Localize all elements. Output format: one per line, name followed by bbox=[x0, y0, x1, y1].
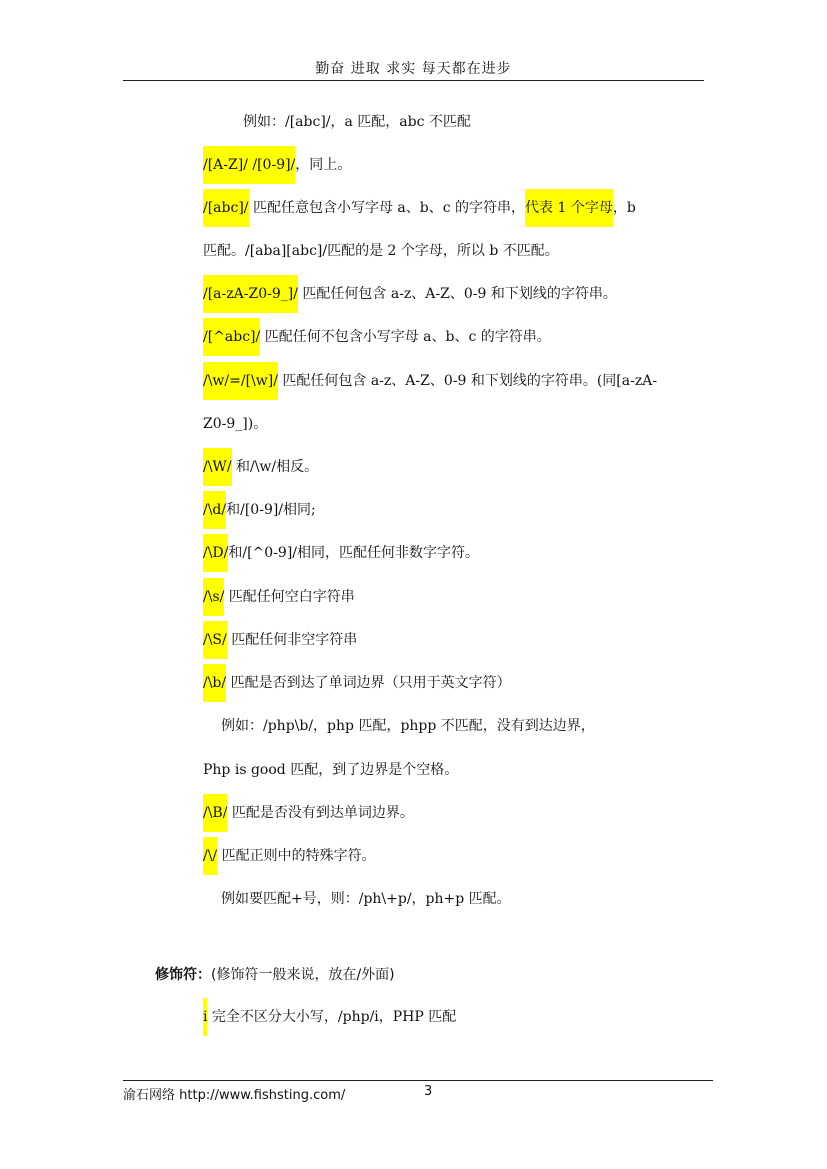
text: Z0-9_])。 bbox=[203, 416, 268, 432]
text: 例如要匹配+号，则：/ph\+p/，ph+p 匹配。 bbox=[221, 891, 511, 907]
rule-line-D bbox=[203, 534, 479, 572]
example-line-3 bbox=[221, 880, 511, 918]
text: 匹配是否没有到达单词边界。 bbox=[227, 805, 414, 821]
text: 例如：/[abc]/，a 匹配，abc 不匹配 bbox=[243, 114, 471, 130]
text: 匹配是否到达了单词边界（只用于英文字符） bbox=[226, 675, 511, 691]
highlighted-pattern: /\s/ bbox=[203, 578, 224, 616]
highlighted-pattern: /\W/ bbox=[203, 448, 232, 486]
text: 匹配任何空白字符串 bbox=[224, 589, 355, 605]
rule-line-B bbox=[203, 794, 414, 832]
rule-line-s bbox=[203, 578, 355, 616]
text: 匹配正则中的特殊字符。 bbox=[217, 848, 376, 864]
rule-line-abc-cont bbox=[203, 232, 559, 270]
highlighted-pattern: /\S/ bbox=[203, 621, 227, 659]
rule-line-W bbox=[203, 448, 318, 486]
highlighted-pattern: /[^abc]/ bbox=[203, 318, 260, 356]
text: 例如：/php\b/，php 匹配，phpp 不匹配，没有到达边界， bbox=[221, 718, 595, 734]
highlighted-pattern: /\d/ bbox=[203, 491, 226, 529]
rule-line-az bbox=[203, 146, 351, 184]
rule-line-w bbox=[203, 362, 657, 400]
rule-line-abc bbox=[203, 189, 636, 227]
text: 匹配任何包含 a-z、A-Z、0-9 和下划线的字符串。(同[a-zA- bbox=[277, 373, 658, 389]
highlighted-pattern: /\/ bbox=[203, 837, 217, 875]
footer-site: 渝石网络 http://www.fishsting.com/ bbox=[123, 1088, 346, 1103]
text: 匹配任何非空字符串 bbox=[226, 632, 358, 648]
highlighted-pattern: /[A-Z]/ /[0-9]/ bbox=[203, 146, 295, 184]
highlighted-pattern: /\B/ bbox=[203, 794, 227, 832]
highlighted-note: 代表 1 个字母 bbox=[525, 189, 613, 227]
rule-line-b bbox=[203, 664, 511, 702]
text: 匹配任意包含小写字母 a、b、c 的字符串， bbox=[248, 200, 526, 216]
highlighted-pattern: /\D/ bbox=[203, 534, 228, 572]
footer-divider bbox=[123, 1080, 713, 1081]
text: 匹配。/[aba][abc]/匹配的是 2 个字母，所以 b 不匹配。 bbox=[203, 243, 559, 259]
page-number: 3 bbox=[424, 1084, 433, 1099]
example-line-1 bbox=[243, 103, 471, 141]
section-note: (修饰符一般来说，放在/外面) bbox=[211, 967, 395, 983]
highlighted-pattern: i bbox=[203, 998, 207, 1036]
rule-line-escape bbox=[203, 837, 376, 875]
highlighted-pattern: /\b/ bbox=[203, 664, 226, 702]
rule-line-not-abc bbox=[203, 318, 551, 356]
text: 和/\w/相反。 bbox=[231, 459, 319, 475]
section-title: 修饰符： bbox=[155, 967, 211, 983]
text: ，同上。 bbox=[295, 157, 352, 173]
text: 和/[^0-9]/相同，匹配任何非数字字符。 bbox=[228, 545, 480, 561]
modifiers-heading bbox=[155, 962, 395, 988]
text: 匹配任何不包含小写字母 a、b、c 的字符串。 bbox=[260, 329, 551, 345]
highlighted-pattern: /[abc]/ bbox=[203, 189, 249, 227]
text: Php is good 匹配，到了边界是个空格。 bbox=[203, 762, 459, 778]
highlighted-pattern: /[a-zA-Z0-9_]/ bbox=[203, 275, 298, 313]
text: 匹配任何包含 a-z、A-Z、0-9 和下划线的字符串。 bbox=[297, 286, 617, 302]
text: 和/[0-9]/相同; bbox=[226, 502, 316, 518]
text: 完全不区分大小写，/php/i，PHP 匹配 bbox=[207, 1009, 457, 1025]
modifier-line-i bbox=[203, 998, 456, 1036]
header-divider bbox=[123, 80, 704, 81]
rule-line-d bbox=[203, 491, 316, 529]
header-title: 勤奋 进取 求实 每天都在进步 bbox=[315, 61, 512, 77]
rule-line-S bbox=[203, 621, 357, 659]
rule-line-w-cont bbox=[203, 405, 267, 443]
highlighted-pattern: /\w/=/[\w]/ bbox=[203, 362, 278, 400]
example-line-2-cont bbox=[203, 751, 458, 789]
example-line-2 bbox=[221, 707, 595, 745]
rule-line-alnum bbox=[203, 275, 617, 313]
text: ，b bbox=[612, 200, 636, 216]
